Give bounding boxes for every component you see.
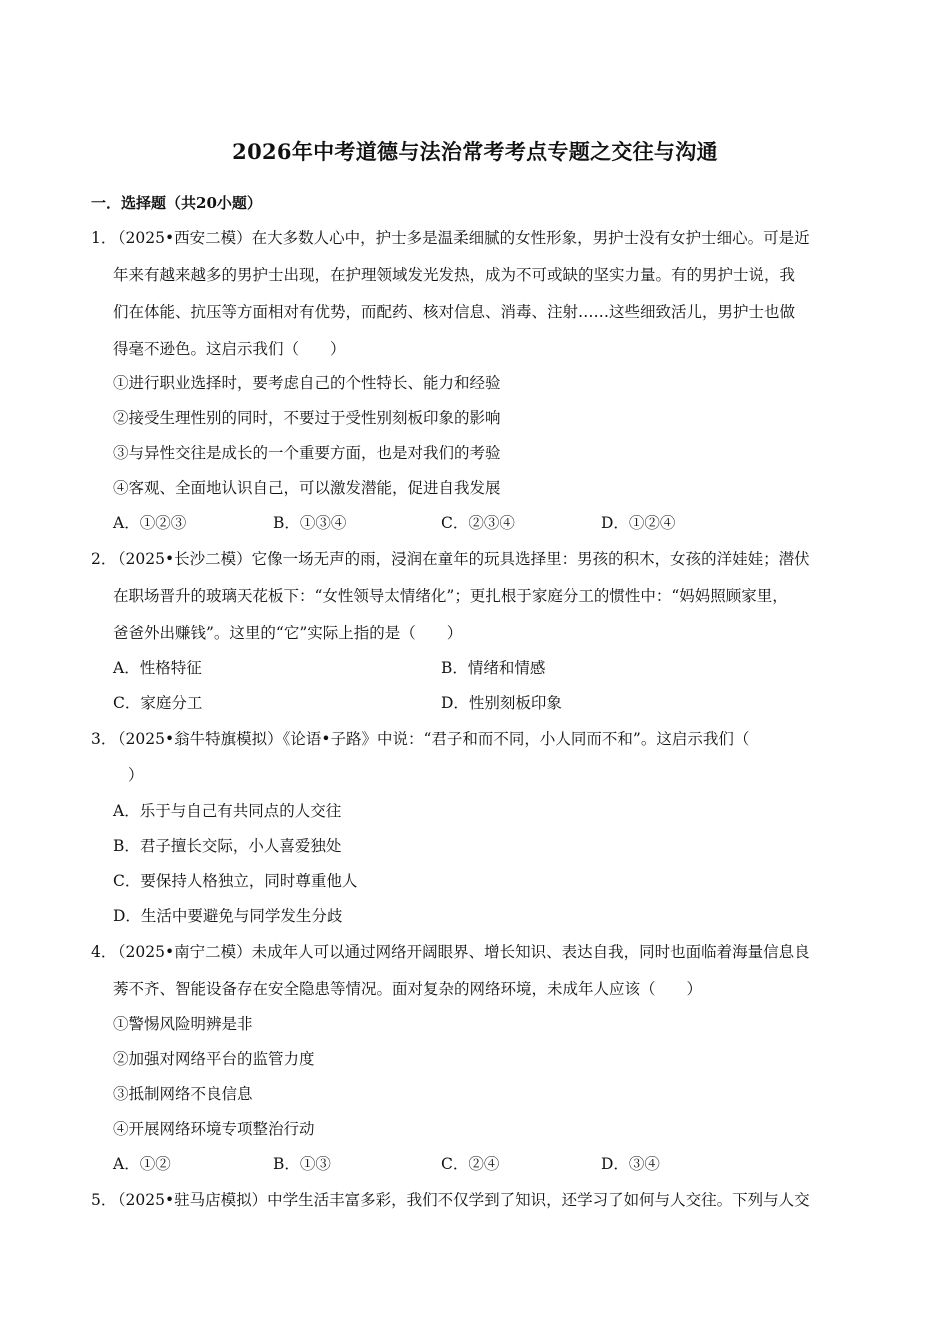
question-number: 3． — [91, 730, 117, 748]
question-text-line: （2025•西安二模）在大多数人心中，护士多是温柔细腻的女性形象，男护士没有女护士细心。可是近 — [110, 229, 810, 247]
option-d: D．③④ — [601, 1155, 660, 1173]
option-b: B．情绪和情感 — [441, 659, 546, 677]
question-text-line: 爸爸外出赚钱”。这里的“它”实际上指的是（ ） — [113, 624, 463, 642]
question-number: 1． — [91, 229, 117, 247]
statement-item: ③抵制网络不良信息 — [113, 1085, 253, 1103]
question-text-line: ） — [128, 766, 144, 784]
option-c: C．家庭分工 — [113, 694, 203, 712]
option-a: A．乐于与自己有共同点的人交往 — [113, 802, 342, 820]
section-heading: 一．选择题（共20小题） — [91, 194, 262, 212]
option-a: A．性格特征 — [113, 659, 202, 677]
option-b: B．君子擅长交际，小人喜爱独处 — [113, 837, 342, 855]
question-number: 4． — [91, 943, 117, 961]
page-title: 2026年中考道德与法治常考考点专题之交往与沟通 — [232, 139, 718, 164]
question-number: 5． — [91, 1191, 117, 1209]
option-b: B．①③④ — [273, 514, 347, 532]
option-b: B．①③ — [273, 1155, 331, 1173]
statement-item: ④客观、全面地认识自己，可以激发潜能，促进自我发展 — [113, 479, 501, 497]
statement-item: ①进行职业选择时，要考虑自己的个性特长、能力和经验 — [113, 374, 501, 392]
question-text-line: （2025•翁牛特旗模拟）《论语•子路》中说：“君子和而不同，小人同而不和”。这启示我们（ — [110, 730, 750, 748]
option-c: C．②④ — [441, 1155, 500, 1173]
option-d: D．性别刻板印象 — [441, 694, 562, 712]
option-d: D．①②④ — [601, 514, 676, 532]
question-text-line: 得毫不逊色。这启示我们（ ） — [113, 340, 346, 358]
option-c: C．要保持人格独立，同时尊重他人 — [113, 872, 358, 890]
option-a: A．①② — [113, 1155, 171, 1173]
option-c: C．②③④ — [441, 514, 515, 532]
question-text-line: 在职场晋升的玻璃天花板下：“女性领导太情绪化”；更扎根于家庭分工的惯性中：“妈妈照顾家里， — [113, 587, 788, 605]
statement-item: ②加强对网络平台的监管力度 — [113, 1050, 315, 1068]
question-text-line: （2025•长沙二模）它像一场无声的雨，浸润在童年的玩具选择里：男孩的积木，女孩的洋娃娃；潜伏 — [110, 550, 810, 568]
question-text-line: 们在体能、抗压等方面相对有优势，而配药、核对信息、消毒、注射……这些细致活儿，男护士也做 — [113, 303, 796, 321]
question-text-line: 年来有越来越多的男护士出现，在护理领域发光发热，成为不可或缺的坚实力量。有的男护士说，我 — [113, 266, 796, 284]
question-text-line: （2025•南宁二模）未成年人可以通过网络开阔眼界、增长知识、表达自我，同时也面临着海量信息良 — [110, 943, 810, 961]
statement-item: ①警惕风险明辨是非 — [113, 1015, 253, 1033]
option-d: D．生活中要避免与同学发生分歧 — [113, 907, 343, 925]
question-text-line: 莠不齐、智能设备存在安全隐患等情况。面对复杂的网络环境，未成年人应该（ ） — [113, 980, 703, 998]
statement-item: ③与异性交往是成长的一个重要方面，也是对我们的考验 — [113, 444, 501, 462]
question-number: 2． — [91, 550, 117, 568]
question-text-line: （2025•驻马店模拟）中学生活丰富多彩，我们不仅学到了知识，还学习了如何与人交往。下列与人交 — [110, 1191, 810, 1209]
statement-item: ④开展网络环境专项整治行动 — [113, 1120, 315, 1138]
statement-item: ②接受生理性别的同时，不要过于受性别刻板印象的影响 — [113, 409, 501, 427]
option-a: A．①②③ — [113, 514, 187, 532]
